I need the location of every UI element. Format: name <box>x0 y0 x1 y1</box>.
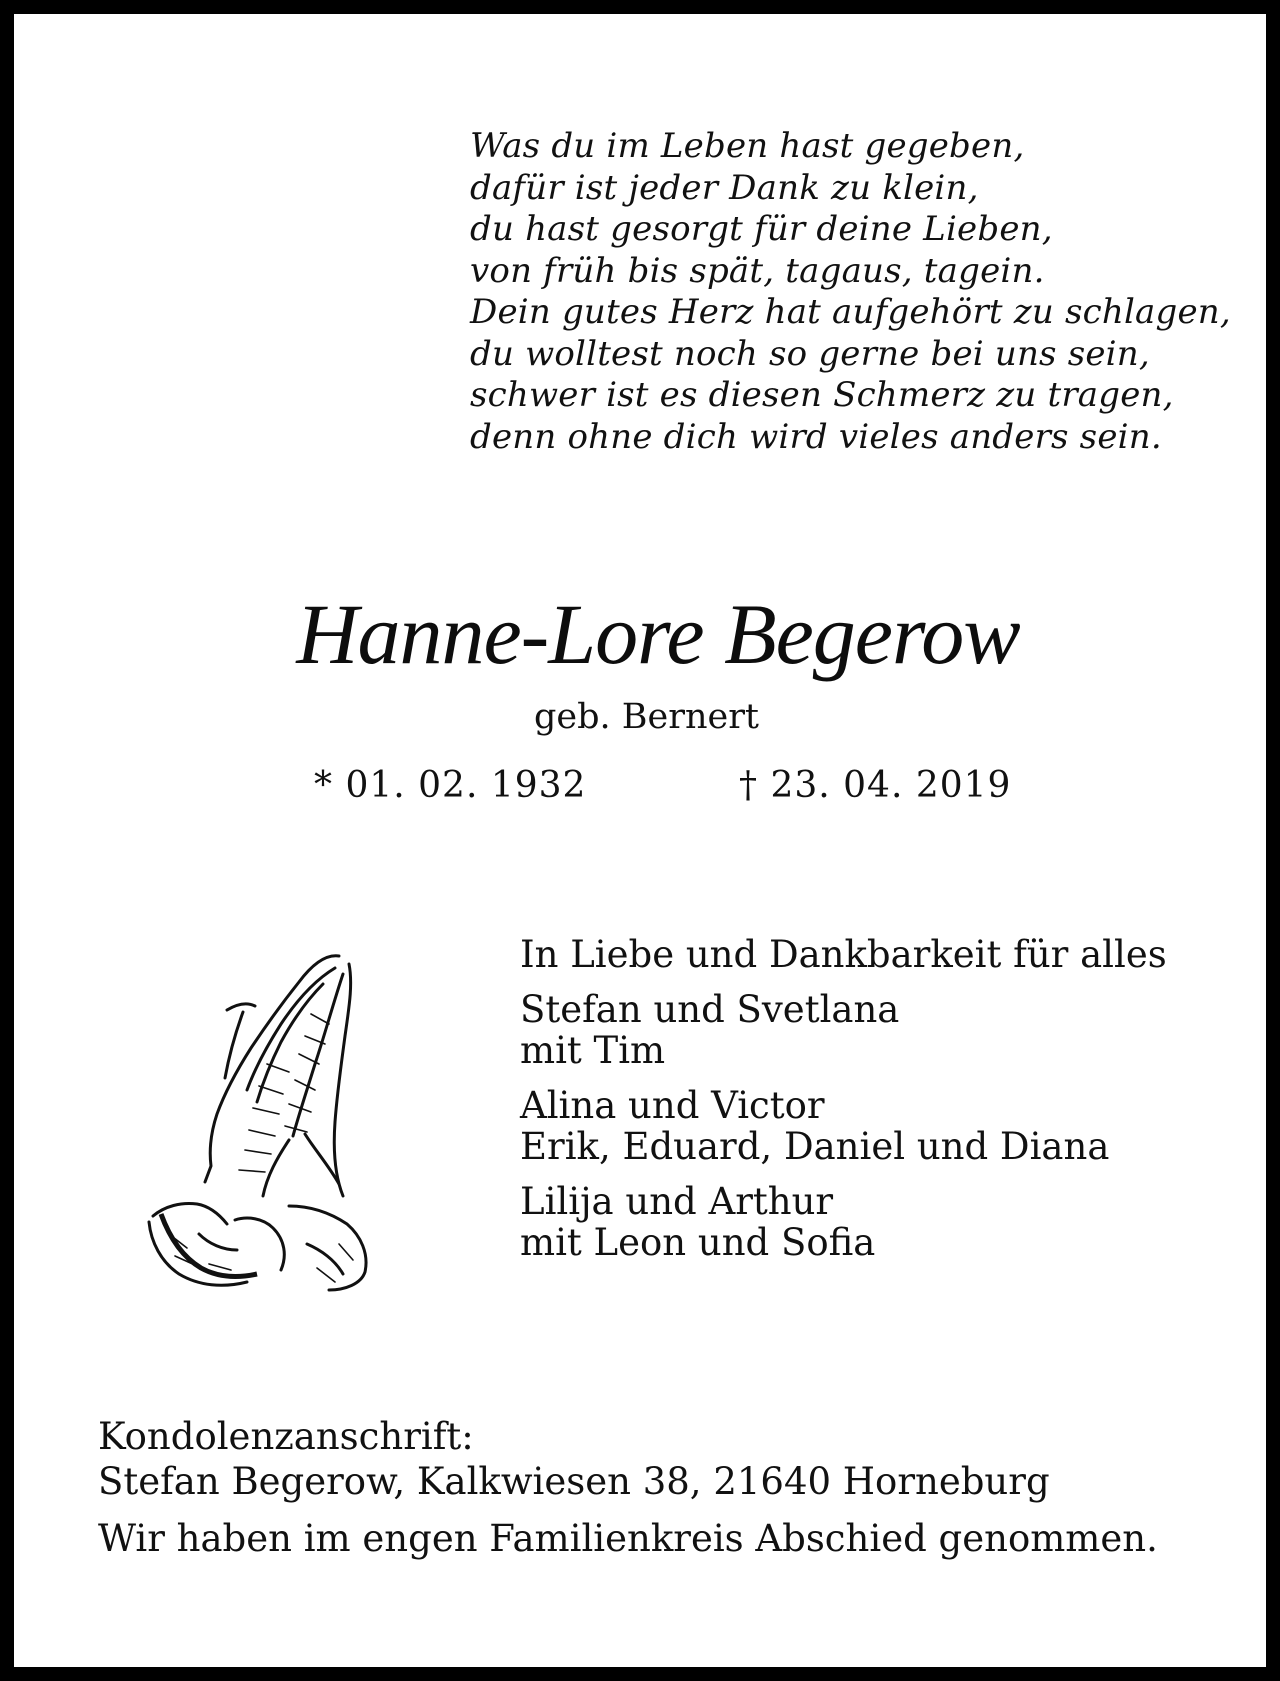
poem-line: Was du im Leben hast gegeben, <box>470 126 1025 166</box>
family-group-line: Lilija und Arthur <box>520 1180 834 1223</box>
maiden-name: geb. Bernert <box>534 697 759 737</box>
family-intro: In Liebe und Dankbarkeit für alles <box>520 933 1167 976</box>
family-group-line: mit Leon und Sofia <box>520 1221 876 1264</box>
family-group <box>520 1181 1167 1263</box>
family-group <box>520 1085 1167 1167</box>
family-members <box>520 934 1167 1277</box>
farewell-note: Wir haben im engen Familienkreis Abschied genommen. <box>98 1517 1158 1560</box>
poem-line: du wolltest noch so gerne bei uns sein, <box>470 333 1150 374</box>
memorial-poem <box>470 126 1231 458</box>
family-group-line: mit Tim <box>520 1029 666 1072</box>
condolence-label: Kondolenzanschrift: <box>98 1415 474 1458</box>
condolence-address: Stefan Begerow, Kalkwiesen 38, 21640 Horneburg <box>98 1460 1050 1503</box>
poem-line: Dein gutes Herz hat aufgehört zu schlagen, <box>470 292 1231 332</box>
deceased-name: Hanne-Lore Begerow <box>296 586 1020 682</box>
birth-date: * 01. 02. 1932 <box>314 765 587 806</box>
poem-line: von früh bis spät, tagaus, tagein. <box>470 250 1045 291</box>
family-group-line: Stefan und Svetlana <box>520 988 900 1031</box>
death-date: † 23. 04. 2019 <box>739 765 1012 806</box>
poem-line: denn ohne dich wird vieles anders sein. <box>470 416 1162 457</box>
praying-hands-icon <box>139 944 379 1294</box>
poem-line: dafür ist jeder Dank zu klein, <box>470 167 979 208</box>
footer <box>98 1414 1158 1561</box>
family-group-line: Erik, Eduard, Daniel und Diana <box>520 1125 1110 1168</box>
family-group-line: Alina und Victor <box>520 1084 825 1127</box>
poem-line: du hast gesorgt für deine Lieben, <box>470 209 1053 249</box>
poem-line: schwer ist es diesen Schmerz zu tragen, <box>470 375 1174 415</box>
family-group <box>520 989 1167 1071</box>
